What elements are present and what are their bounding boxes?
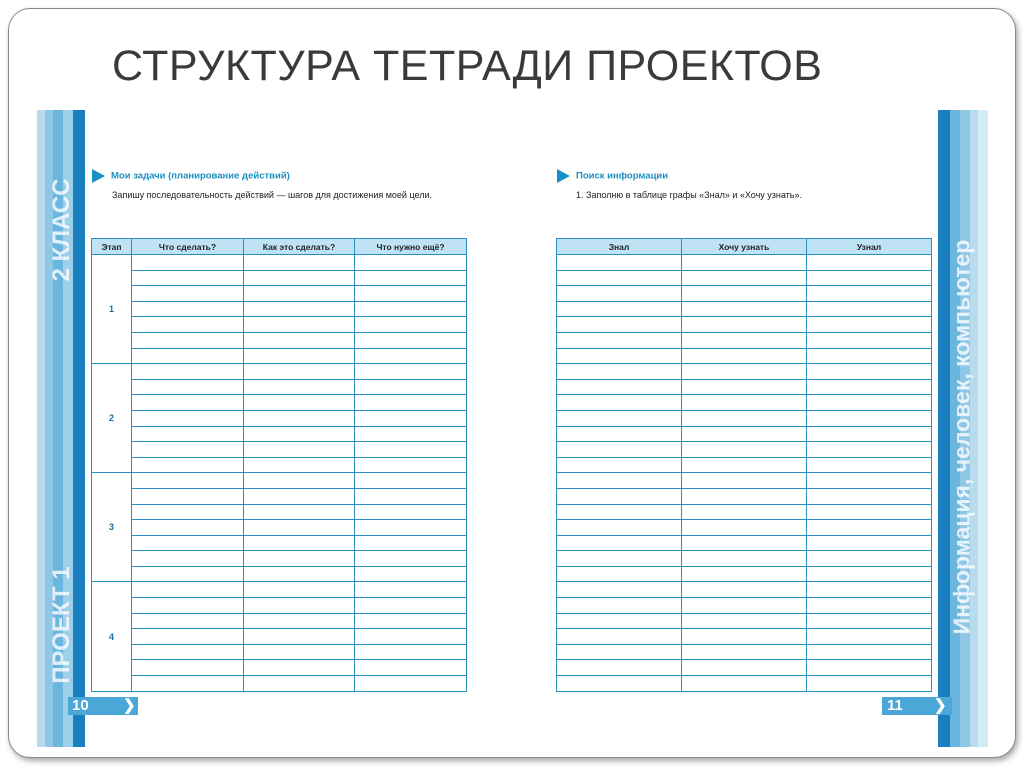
blank-cell[interactable]: [807, 504, 932, 520]
blank-cell[interactable]: [557, 676, 682, 692]
blank-cell[interactable]: [682, 598, 807, 614]
blank-cell[interactable]: [244, 317, 355, 333]
table-row: [557, 364, 932, 380]
blank-cell[interactable]: [807, 426, 932, 442]
table-row: [92, 660, 467, 676]
table-row: [557, 660, 932, 676]
blank-cell[interactable]: [355, 551, 467, 567]
table-row: [557, 332, 932, 348]
blank-cell[interactable]: [355, 473, 467, 489]
blank-cell[interactable]: [355, 442, 467, 458]
blank-cell[interactable]: [244, 520, 355, 536]
table-row: [92, 255, 467, 271]
table-row: [557, 426, 932, 442]
blank-cell[interactable]: [557, 535, 682, 551]
blank-cell[interactable]: [557, 332, 682, 348]
blank-cell[interactable]: [557, 379, 682, 395]
table-row: [557, 348, 932, 364]
blank-cell[interactable]: [244, 551, 355, 567]
blank-cell[interactable]: [682, 395, 807, 411]
table-row: [92, 629, 467, 645]
blank-cell[interactable]: [132, 457, 244, 473]
blank-cell[interactable]: [355, 504, 467, 520]
blank-cell[interactable]: [682, 379, 807, 395]
left-page-number: 10: [72, 697, 89, 714]
table-row: [557, 286, 932, 302]
blank-cell[interactable]: [244, 364, 355, 380]
blank-cell[interactable]: [355, 286, 467, 302]
blank-cell[interactable]: [682, 488, 807, 504]
blank-cell[interactable]: [355, 348, 467, 364]
blank-cell[interactable]: [132, 395, 244, 411]
blank-cell[interactable]: [807, 457, 932, 473]
blank-cell[interactable]: [807, 520, 932, 536]
col-header-needed: Что нужно ещё?: [355, 239, 467, 255]
table-row: [557, 317, 932, 333]
col-header-what: Что сделать?: [132, 239, 244, 255]
blank-cell[interactable]: [807, 255, 932, 271]
blank-cell[interactable]: [355, 317, 467, 333]
blank-cell[interactable]: [132, 676, 244, 692]
grade-side-label: 2 КЛАСС: [48, 178, 75, 282]
table-row: [92, 301, 467, 317]
blank-cell[interactable]: [244, 473, 355, 489]
blank-cell[interactable]: [807, 488, 932, 504]
blank-cell[interactable]: [244, 395, 355, 411]
blank-cell[interactable]: [244, 582, 355, 598]
blank-cell[interactable]: [682, 582, 807, 598]
table-row: [92, 676, 467, 692]
blank-cell[interactable]: [557, 442, 682, 458]
blank-cell[interactable]: [132, 644, 244, 660]
blank-cell[interactable]: [557, 286, 682, 302]
blank-cell[interactable]: [682, 332, 807, 348]
blank-cell[interactable]: [132, 566, 244, 582]
table-row: [92, 535, 467, 551]
table-row: [557, 488, 932, 504]
blank-cell[interactable]: [557, 426, 682, 442]
blank-cell[interactable]: [682, 442, 807, 458]
right-page-number-box: [882, 697, 952, 715]
blank-cell[interactable]: [244, 301, 355, 317]
blank-cell[interactable]: [132, 473, 244, 489]
blank-cell[interactable]: [807, 598, 932, 614]
table-row: [557, 644, 932, 660]
table-row: [557, 598, 932, 614]
blank-cell[interactable]: [557, 457, 682, 473]
blank-cell[interactable]: [244, 270, 355, 286]
blank-cell[interactable]: [557, 410, 682, 426]
blank-cell[interactable]: [132, 442, 244, 458]
blank-cell[interactable]: [132, 379, 244, 395]
blank-cell[interactable]: [244, 488, 355, 504]
table-row: [92, 598, 467, 614]
blank-cell[interactable]: [682, 660, 807, 676]
blank-cell[interactable]: [355, 426, 467, 442]
blank-cell[interactable]: [132, 613, 244, 629]
blank-cell[interactable]: [132, 301, 244, 317]
arrow-marker-icon: [92, 169, 105, 183]
table-row: [557, 629, 932, 645]
blank-cell[interactable]: [682, 629, 807, 645]
table-row: [557, 504, 932, 520]
blank-cell[interactable]: [682, 410, 807, 426]
blank-cell[interactable]: [682, 301, 807, 317]
blank-cell[interactable]: [355, 566, 467, 582]
blank-cell[interactable]: [557, 348, 682, 364]
right-instruction: 1. Заполню в таблице графы «Знал» и «Хочу узнать».: [576, 190, 802, 200]
blank-cell[interactable]: [132, 410, 244, 426]
blank-cell[interactable]: [132, 488, 244, 504]
blank-cell[interactable]: [557, 473, 682, 489]
blank-cell[interactable]: [355, 395, 467, 411]
blank-cell[interactable]: [807, 676, 932, 692]
blank-cell[interactable]: [132, 317, 244, 333]
table-row: [557, 613, 932, 629]
blank-cell[interactable]: [557, 629, 682, 645]
col-header-learned: Узнал: [807, 239, 932, 255]
table-row: [557, 582, 932, 598]
table-row: [92, 379, 467, 395]
blank-cell[interactable]: [244, 504, 355, 520]
blank-cell[interactable]: [807, 551, 932, 567]
blank-cell[interactable]: [807, 286, 932, 302]
blank-cell[interactable]: [807, 582, 932, 598]
blank-cell[interactable]: [355, 535, 467, 551]
blank-cell[interactable]: [807, 332, 932, 348]
table-row: [92, 644, 467, 660]
table-row: [92, 270, 467, 286]
blank-cell[interactable]: [132, 270, 244, 286]
table-row: [92, 582, 467, 598]
blank-cell[interactable]: [132, 504, 244, 520]
stage-number: 4: [92, 582, 132, 691]
table-row: [92, 395, 467, 411]
blank-cell[interactable]: [682, 426, 807, 442]
blank-cell[interactable]: [807, 442, 932, 458]
blank-cell[interactable]: [355, 629, 467, 645]
table-row: [92, 410, 467, 426]
blank-cell[interactable]: [682, 566, 807, 582]
blank-cell[interactable]: [557, 317, 682, 333]
blank-cell[interactable]: [682, 317, 807, 333]
blank-cell[interactable]: [682, 364, 807, 380]
plan-table: [91, 238, 467, 692]
table-row: [92, 348, 467, 364]
blank-cell[interactable]: [682, 255, 807, 271]
blank-cell[interactable]: [682, 504, 807, 520]
blank-cell[interactable]: [355, 520, 467, 536]
blank-cell[interactable]: [132, 535, 244, 551]
blank-cell[interactable]: [355, 598, 467, 614]
blank-cell[interactable]: [807, 473, 932, 489]
blank-cell[interactable]: [557, 598, 682, 614]
blank-cell[interactable]: [557, 364, 682, 380]
blank-cell[interactable]: [244, 566, 355, 582]
table-row: [557, 551, 932, 567]
project-side-label: ПРОЕКТ 1: [48, 566, 75, 684]
stage-number: 3: [92, 473, 132, 582]
stage-number: 1: [92, 255, 132, 364]
blank-cell[interactable]: [557, 301, 682, 317]
blank-cell[interactable]: [557, 660, 682, 676]
table-row: [92, 442, 467, 458]
blank-cell[interactable]: [132, 332, 244, 348]
table-row: [557, 395, 932, 411]
slide-title: СТРУКТУРА ТЕТРАДИ ПРОЕКТОВ: [112, 42, 823, 90]
blank-cell[interactable]: [244, 426, 355, 442]
blank-cell[interactable]: [355, 379, 467, 395]
left-section-heading: Мои задачи (планирование действий): [92, 169, 290, 183]
blank-cell[interactable]: [132, 426, 244, 442]
blank-cell[interactable]: [244, 629, 355, 645]
blank-cell[interactable]: [244, 410, 355, 426]
blank-cell[interactable]: [244, 255, 355, 271]
table-row: [92, 426, 467, 442]
table-row: [92, 286, 467, 302]
table-row: [557, 566, 932, 582]
table-row: [557, 255, 932, 271]
blank-cell[interactable]: [355, 488, 467, 504]
col-header-how: Как это сделать?: [244, 239, 355, 255]
blank-cell[interactable]: [682, 644, 807, 660]
table-row: [92, 488, 467, 504]
blank-cell[interactable]: [807, 613, 932, 629]
blank-cell[interactable]: [682, 457, 807, 473]
chevron-right-icon: ❯: [934, 697, 947, 714]
blank-cell[interactable]: [244, 348, 355, 364]
blank-cell[interactable]: [355, 270, 467, 286]
table-row: [92, 566, 467, 582]
blank-cell[interactable]: [557, 270, 682, 286]
blank-cell[interactable]: [807, 395, 932, 411]
blank-cell[interactable]: [244, 613, 355, 629]
blank-cell[interactable]: [132, 660, 244, 676]
table-row: [92, 332, 467, 348]
blank-cell[interactable]: [355, 255, 467, 271]
blank-cell[interactable]: [244, 332, 355, 348]
right-section-heading: Поиск информации: [557, 169, 668, 183]
col-header-stage: Этап: [92, 239, 132, 255]
blank-cell[interactable]: [557, 551, 682, 567]
table-row: [92, 613, 467, 629]
table-row: [557, 301, 932, 317]
blank-cell[interactable]: [355, 613, 467, 629]
left-instruction: Запишу последовательность действий — шагов для достижения моей цели.: [112, 190, 432, 200]
blank-cell[interactable]: [807, 535, 932, 551]
blank-cell[interactable]: [557, 520, 682, 536]
blank-cell[interactable]: [807, 317, 932, 333]
blank-cell[interactable]: [682, 348, 807, 364]
blank-cell[interactable]: [355, 582, 467, 598]
blank-cell[interactable]: [557, 395, 682, 411]
blank-cell[interactable]: [557, 488, 682, 504]
blank-cell[interactable]: [807, 644, 932, 660]
blank-cell[interactable]: [355, 332, 467, 348]
blank-cell[interactable]: [807, 660, 932, 676]
blank-cell[interactable]: [807, 410, 932, 426]
table-row: [92, 457, 467, 473]
blank-cell[interactable]: [807, 364, 932, 380]
blank-cell[interactable]: [557, 644, 682, 660]
blank-cell[interactable]: [244, 379, 355, 395]
blank-cell[interactable]: [682, 676, 807, 692]
blank-cell[interactable]: [244, 442, 355, 458]
table-row: [557, 457, 932, 473]
blank-cell[interactable]: [682, 520, 807, 536]
blank-cell[interactable]: [132, 582, 244, 598]
table-row: [92, 473, 467, 489]
table-row: [92, 364, 467, 380]
blank-cell[interactable]: [807, 379, 932, 395]
blank-cell[interactable]: [132, 629, 244, 645]
blank-cell[interactable]: [557, 566, 682, 582]
blank-cell[interactable]: [132, 364, 244, 380]
blank-cell[interactable]: [557, 582, 682, 598]
arrow-marker-icon: [557, 169, 570, 183]
table-row: [92, 504, 467, 520]
blank-cell[interactable]: [557, 613, 682, 629]
stage-number: 2: [92, 364, 132, 473]
blank-cell[interactable]: [807, 629, 932, 645]
right-page-number: 11: [887, 697, 903, 714]
table-row: [557, 379, 932, 395]
blank-cell[interactable]: [682, 473, 807, 489]
blank-cell[interactable]: [807, 348, 932, 364]
blank-cell[interactable]: [557, 504, 682, 520]
subject-side-label: Информация, человек, компьютер: [948, 239, 975, 635]
table-row: [557, 410, 932, 426]
blank-cell[interactable]: [132, 255, 244, 271]
blank-cell[interactable]: [244, 286, 355, 302]
blank-cell[interactable]: [132, 598, 244, 614]
table-row: [557, 520, 932, 536]
blank-cell[interactable]: [132, 348, 244, 364]
blank-cell[interactable]: [682, 613, 807, 629]
chevron-right-icon: ❯: [123, 697, 136, 714]
blank-cell[interactable]: [682, 551, 807, 567]
blank-cell[interactable]: [682, 535, 807, 551]
blank-cell[interactable]: [355, 644, 467, 660]
blank-cell[interactable]: [807, 270, 932, 286]
blank-cell[interactable]: [132, 286, 244, 302]
blank-cell[interactable]: [244, 676, 355, 692]
table-row: [557, 535, 932, 551]
table-row: [557, 473, 932, 489]
blank-cell[interactable]: [244, 598, 355, 614]
blank-cell[interactable]: [355, 410, 467, 426]
blank-cell[interactable]: [355, 660, 467, 676]
table-row: [557, 270, 932, 286]
blank-cell[interactable]: [557, 255, 682, 271]
knowledge-table: [556, 238, 932, 692]
blank-cell[interactable]: [244, 644, 355, 660]
blank-cell[interactable]: [355, 301, 467, 317]
blank-cell[interactable]: [244, 660, 355, 676]
blank-cell[interactable]: [355, 364, 467, 380]
blank-cell[interactable]: [355, 676, 467, 692]
table-row: [557, 442, 932, 458]
blank-cell[interactable]: [807, 566, 932, 582]
blank-cell[interactable]: [244, 457, 355, 473]
blank-cell[interactable]: [132, 551, 244, 567]
blank-cell[interactable]: [682, 270, 807, 286]
left-page-number-box: [68, 697, 138, 715]
blank-cell[interactable]: [807, 301, 932, 317]
table-row: [92, 551, 467, 567]
blank-cell[interactable]: [355, 457, 467, 473]
table-row: [92, 520, 467, 536]
blank-cell[interactable]: [682, 286, 807, 302]
blank-cell[interactable]: [132, 520, 244, 536]
col-header-knew: Знал: [557, 239, 682, 255]
table-row: [92, 317, 467, 333]
blank-cell[interactable]: [244, 535, 355, 551]
table-row: [557, 676, 932, 692]
col-header-want-to-know: Хочу узнать: [682, 239, 807, 255]
